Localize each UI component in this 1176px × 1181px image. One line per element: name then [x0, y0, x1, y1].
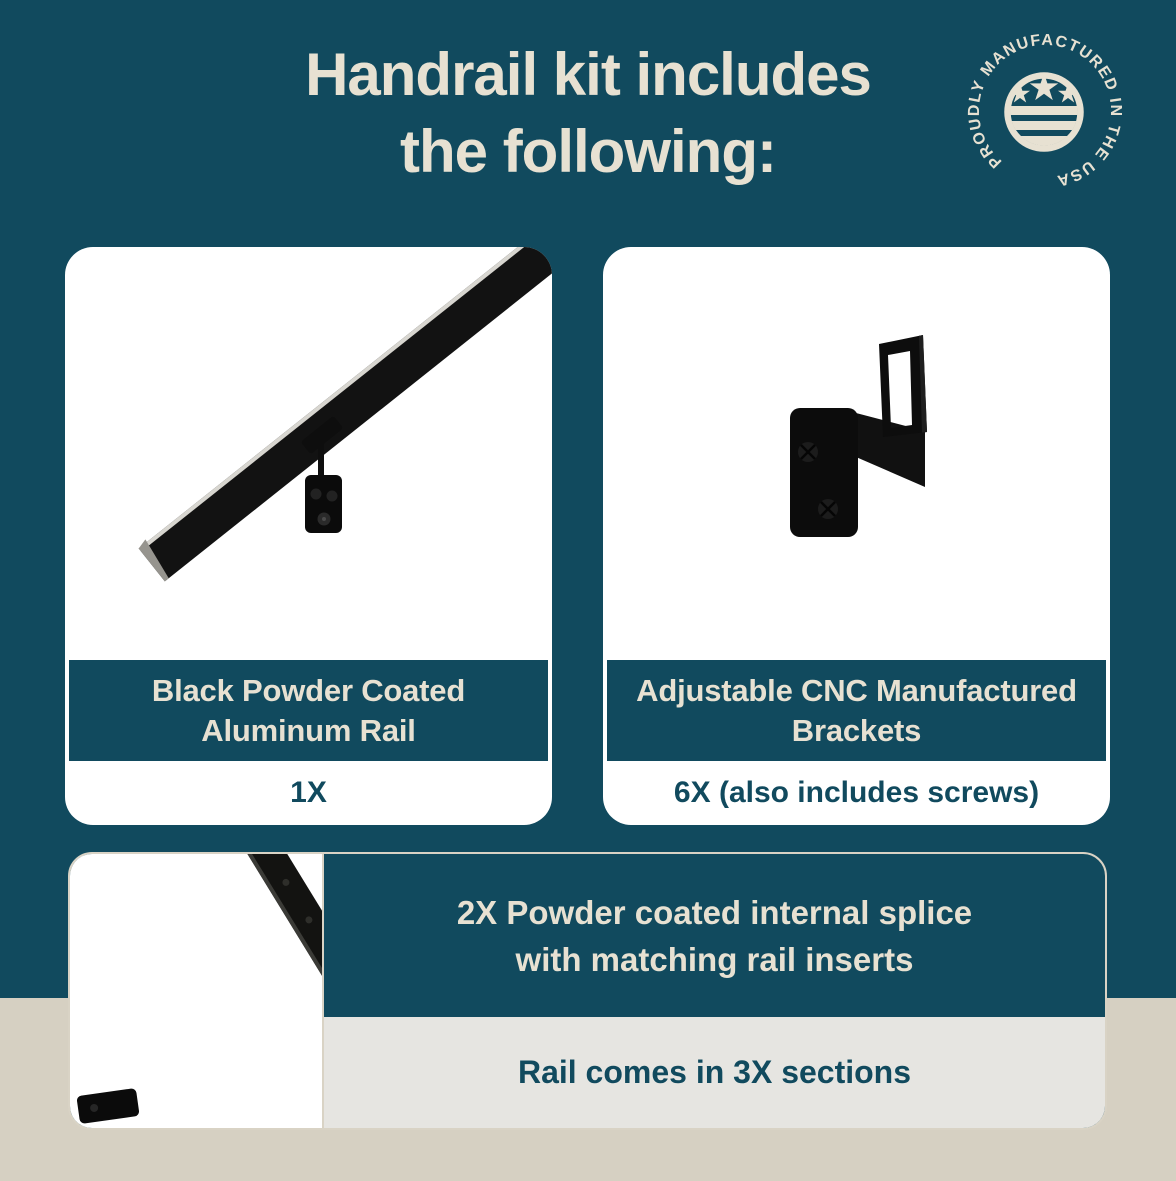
rail-label-line2: Aluminum Rail: [201, 712, 416, 748]
brackets-label: [607, 660, 1106, 761]
rail-label-line1: Black Powder Coated: [151, 672, 466, 708]
page-title-line2: the following:: [400, 118, 776, 185]
bracket-photo: [603, 247, 1110, 660]
page-title-line1: Handrail kit includes: [305, 41, 871, 108]
rail-photo: [65, 247, 552, 660]
splice-card-right: [324, 854, 1105, 1128]
brackets-label-line1: Adjustable CNC Manufactured: [636, 672, 1077, 708]
brackets-qty: 6X (also includes screws): [673, 776, 1040, 809]
splice-label-line2: with matching rail inserts: [515, 940, 914, 978]
rail-card: [65, 247, 552, 825]
usa-made-badge-icon: [945, 11, 1145, 211]
rail-label: [69, 660, 548, 761]
stars-and-stripes-emblem-icon: [1005, 73, 1083, 150]
splice-rail-photo: [70, 854, 322, 1128]
rail-qty: 1X: [290, 776, 327, 809]
splice-photo-panel: [70, 854, 324, 1128]
brackets-card: [603, 247, 1110, 825]
splice-label: [324, 854, 1105, 1017]
brackets-label-line2: Brackets: [791, 712, 922, 748]
badge-ring-text: PROUDLY MANUFACTURED IN THE USA: [965, 31, 1125, 190]
splice-label-line1: 2X Powder coated internal splice: [456, 893, 973, 931]
rail-sections-note: Rail comes in 3X sections: [324, 1017, 1105, 1128]
splice-card: [68, 852, 1107, 1130]
